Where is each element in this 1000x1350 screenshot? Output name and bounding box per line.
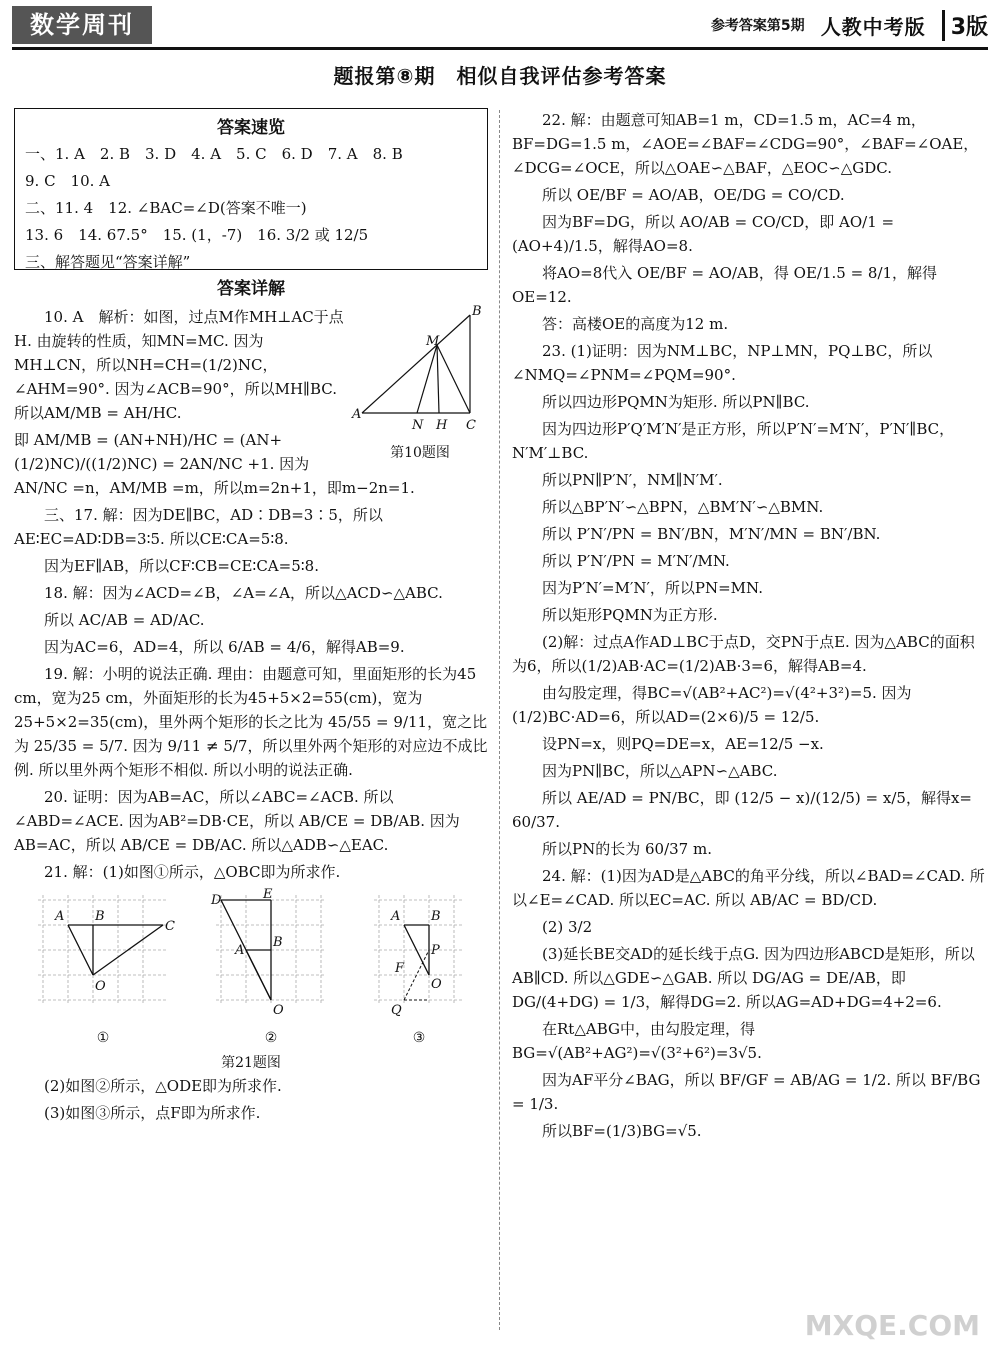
svg-text:B: B xyxy=(472,304,482,320)
figure-21-panel xyxy=(33,890,173,1049)
figure-21 xyxy=(14,887,488,1049)
answer-paragraph: 因为AC=6，AD=4，所以 6/AB = 4/6，解得AB=9. xyxy=(44,638,405,657)
svg-text:F: F xyxy=(395,961,405,977)
answer-paragraph: 所以PN∥P′N′，NM∥N′M′. xyxy=(542,471,723,489)
figure-21-panel xyxy=(211,887,331,1049)
answer-paragraph: 所以矩形PQMN为正方形. xyxy=(542,606,718,624)
answer-paragraph: 在Rt△ABG中，由勾股定理，得BG=√(AB²+AG²)=√(3²+6²)=3√5. xyxy=(512,1020,762,1062)
answer-paragraph: 将AO=8代入 OE/BF = AO/AB，得 OE/1.5 = 8/1，解得OE=12. xyxy=(512,264,938,306)
answer-paragraph: 因为BF=DG，所以 AO/AB = CO/CD，即 AO/1 = (AO+4)/1.5，解得AO=8. xyxy=(512,213,895,255)
answer-paragraph: 所以PN的长为 60/37 m. xyxy=(542,840,712,858)
answer-paragraph: 21. 解：(1)如图①所示，△OBC即为所求作. xyxy=(44,863,341,882)
answer-paragraph: 所以 AC/AB = AD/AC. xyxy=(44,611,205,630)
answer-paragraph: 所以四边形PQMN为矩形. 所以PN∥BC. xyxy=(542,393,810,411)
figure-21-panel xyxy=(369,890,469,1049)
answer-paragraph: 因为P′N′=M′N′，所以PN=MN. xyxy=(542,579,763,597)
page-header xyxy=(711,8,988,42)
summary-line: 13. 6 14. 67.5° 15. (1，-7) 16. 3/2 或 12/5 xyxy=(25,226,369,245)
answer-paragraph: 所以 AE/AD = PN/BC，即 (12/5 − x)/(12/5) = x/5，解得x= 60/37. xyxy=(512,789,972,831)
answer-paragraph: 22. 解：由题意可知AB=1 m，CD=1.5 m，AC=4 m，BF=DG=1.5 m，∠AOE=∠BAF=∠CDG=90°，∠BAF=∠OAE，∠DCG=∠OCE，所以△OAE∽△BAF，△EOC∽△GDC. xyxy=(512,111,979,177)
answer-paragraph: 三、17. 解：因为DE∥BC，AD∶DB=3∶5，所以AE∶EC=AD∶DB=3∶5. 所以CE∶CA=5∶8. xyxy=(14,506,383,549)
svg-text:B: B xyxy=(273,935,283,951)
answer-paragraph: 因为四边形P′Q′M′N′是正方形，所以P′N′=M′N′，P′N′∥BC，N′M′⊥BC. xyxy=(512,420,955,462)
answer-paragraph: 答：高楼OE的高度为12 m. xyxy=(542,315,729,333)
details-title: 答案详解 xyxy=(217,279,285,299)
answer-paragraph: 设PN=x，则PQ=DE=x，AE=12/5 −x. xyxy=(542,735,824,753)
svg-text:E: E xyxy=(263,887,273,903)
answer-paragraph: 24. 解：(1)因为AD是△ABC的角平分线，所以∠BAD=∠CAD. 所以∠E=∠CAD. 所以EC=AC. 所以 AB/AC = BD/CD. xyxy=(512,867,985,909)
page-title: 题报第⑧期 相似自我评估参考答案 xyxy=(333,64,667,88)
answer-paragraph: 20. 证明：因为AB=AC，所以∠ABC=∠ACB. 所以∠ABD=∠ACE. 因为AB²=DB·CE，所以 AB/CE = DB/AB. 因为AB=AC，所以 AB/CE = DB/AC. 所以△ADB∽△EAC. xyxy=(14,788,460,855)
summary-line: 二、11. 4 12. ∠BAC=∠D(答案不唯一) xyxy=(25,199,307,218)
svg-text:A: A xyxy=(55,909,65,925)
svg-text:C: C xyxy=(165,919,175,935)
answer-paragraph: 因为AF平分∠BAG，所以 BF/GF = AB/AG = 1/2. 所以 BF/BG = 1/3. xyxy=(512,1071,981,1113)
figure-21-label: ② xyxy=(264,1030,278,1047)
answer-paragraph: 18. 解：因为∠ACD=∠B，∠A=∠A，所以△ACD∽△ABC. xyxy=(44,584,443,603)
svg-text:P: P xyxy=(431,943,440,959)
figure-21-caption: 第21题图 xyxy=(221,1054,281,1071)
header-rule xyxy=(12,47,988,50)
figure-10-caption: 第10题图 xyxy=(390,445,450,462)
summary-title: 答案速览 xyxy=(217,118,285,138)
answer-paragraph: 所以 OE/BF = AO/AB，OE/DG = CO/CD. xyxy=(542,186,845,204)
answer-paragraph: (3)如图③所示，点F即为所求作. xyxy=(44,1103,261,1122)
answer-summary-box xyxy=(14,108,488,270)
issue-label: 参考答案第5期 xyxy=(710,18,805,34)
answer-paragraph: 由勾股定理，得BC=√(AB²+AC²)=√(4²+3²)=5. 因为(1/2)BC·AD=6，所以AD=(2×6)/5 = 12/5. xyxy=(512,684,912,726)
answer-paragraph: 即 AM/MB = (AN+NH)/HC = (AN+(1/2)NC)/((1/2)NC) = 2AN/NC +1. 因为 AN/NC =n，AM/MB =m，所以m=2n+1，即m−2n=1. xyxy=(14,431,415,498)
answer-paragraph: (2) 3/2 xyxy=(542,918,593,936)
right-column xyxy=(512,108,986,1146)
triangle-diagram-10 xyxy=(352,305,488,435)
svg-text:O: O xyxy=(431,977,442,993)
svg-text:B: B xyxy=(95,909,105,925)
svg-text:B: B xyxy=(431,909,441,925)
svg-text:A: A xyxy=(235,943,245,959)
answer-paragraph: (3)延长BE交AD的延长线于点G. 因为四边形ABCD是矩形，所以AB∥CD. 所以△GDE∽△GAB. 所以 DG/AG = DE/AB，即 DG/(4+DG) = 1/3，解得DG=2. 所以AG=AD+DG=4+2=6. xyxy=(512,945,975,1011)
brand-banner: 数学周刊 xyxy=(12,6,152,44)
svg-text:O: O xyxy=(273,1003,284,1019)
watermark: MXQE.COM xyxy=(804,1309,980,1342)
svg-text:N: N xyxy=(412,418,424,434)
figure-21-label: ① xyxy=(96,1030,110,1047)
svg-text:H: H xyxy=(436,418,448,434)
svg-text:A: A xyxy=(352,407,362,423)
edition-label: 人教中考版 xyxy=(820,14,926,39)
answer-paragraph: 19. 解：小明的说法正确. 理由：由题意可知，里面矩形的长为45 cm，宽为25 cm，外面矩形的长为45+5×2=55(cm)，宽为25+5×2=35(cm)，里外两个矩形的长之比为 45/55 = 9/11，宽之比为 25/35 = 5/7. 因为 9/11 ≠ 5/7，所以里外两个矩形的对应边不成比例. 所以里外两个矩形不相似. 所以小明的说法正确. xyxy=(14,665,488,780)
answer-paragraph: 所以 P′N′/PN = M′N′/MN. xyxy=(542,552,730,570)
svg-text:D: D xyxy=(211,893,222,909)
answer-paragraph: 因为PN∥BC，所以△APN∽△ABC. xyxy=(542,762,778,780)
figure-21-label: ③ xyxy=(412,1030,426,1047)
summary-line: 9. C 10. A xyxy=(25,172,111,191)
answer-paragraph: (2)解：过点A作AD⊥BC于点D，交PN于点E. 因为△ABC的面积为6，所以(1/2)AB·AC=(1/2)AB·3=6，解得AB=4. xyxy=(512,633,975,675)
left-column xyxy=(14,108,488,1128)
page-number: 3版 xyxy=(942,10,988,41)
answer-paragraph: 所以BF=(1/3)BG=√5. xyxy=(542,1122,702,1140)
answer-paragraph: 10. A 解析：如图，过点M作MH⊥AC于点H. 由旋转的性质，知MN=MC. 因为MH⊥CN，所以NH=CH=(1/2)NC，∠AHM=90°. 因为∠ACB=90°，所以MH∥BC. 所以AM/MB = AH/HC. xyxy=(14,308,344,423)
svg-text:Q: Q xyxy=(391,1003,402,1019)
answer-paragraph: 所以△BP′N′∽△BPN，△BM′N′∽△BMN. xyxy=(542,498,824,516)
svg-text:O: O xyxy=(95,979,106,995)
answer-paragraph: 所以 P′N′/PN = BN′/BN，M′N′/MN = BN′/BN. xyxy=(542,525,881,543)
svg-text:C: C xyxy=(466,418,476,434)
answer-paragraph: 23. (1)证明：因为NM⊥BC，NP⊥MN，PQ⊥BC，所以∠NMQ=∠PNM=∠PQM=90°. xyxy=(512,342,933,384)
svg-text:A: A xyxy=(391,909,401,925)
figure-10 xyxy=(352,305,488,464)
answer-paragraph: (2)如图②所示，△ODE即为所求作. xyxy=(44,1076,282,1095)
summary-line: 一、1. A 2. B 3. D 4. A 5. C 6. D 7. A 8. B xyxy=(25,145,403,164)
svg-text:M: M xyxy=(426,334,440,350)
column-divider xyxy=(499,110,500,1330)
summary-line: 三、解答题见“答案详解” xyxy=(25,253,191,272)
answer-paragraph: 因为EF∥AB，所以CF∶CB=CE∶CA=5∶8. xyxy=(44,557,319,576)
